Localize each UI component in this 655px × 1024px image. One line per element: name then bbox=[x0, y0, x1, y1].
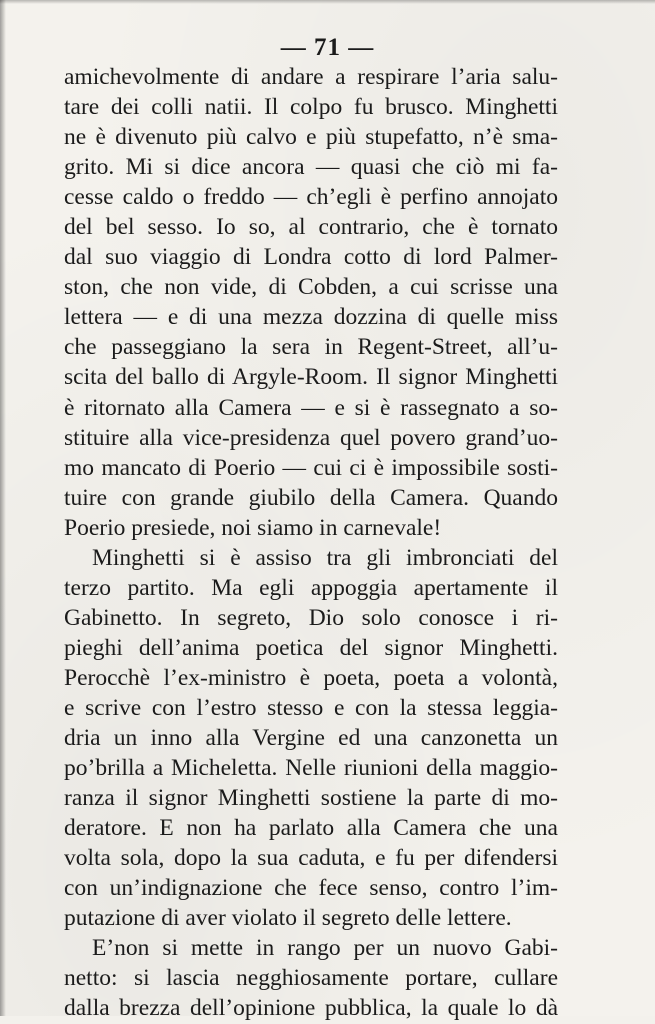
text-line: dalla brezza dell’opinione pubblica, la quale lo dà bbox=[64, 995, 558, 1022]
text-line: cesse caldo o freddo — ch’egli è perfino annojato bbox=[64, 184, 558, 211]
text-line: Gabinetto. In segreto, Dio solo conosce i ri- bbox=[64, 604, 558, 631]
page-number: — 71 — bbox=[280, 34, 375, 61]
text-line: che passeggiano la sera in Regent-Street, all’u- bbox=[64, 334, 558, 361]
text-line: po’brilla a Micheletta. Nelle riunioni della maggio- bbox=[64, 755, 558, 782]
text-line: tare dei colli natii. Il colpo fu brusco. Minghetti bbox=[64, 94, 558, 121]
text-line: ranza il signor Minghetti sostiene la parte di mo- bbox=[64, 785, 558, 812]
text-line: lettera — e di una mezza dozzina di quelle miss bbox=[64, 304, 558, 331]
text-line: Perocchè l’ex-ministro è poeta, poeta a volontà, bbox=[64, 664, 558, 691]
text-line: terzo partito. Ma egli appoggia apertamente il bbox=[64, 574, 558, 601]
text-line: è ritornato alla Camera — e si è rassegnato a so- bbox=[64, 394, 558, 421]
text-line: netto: si lascia negghiosamente portare, cullare bbox=[64, 965, 558, 992]
text-line: amichevolmente di andare a respirare l’aria salu- bbox=[64, 64, 558, 90]
text-line: e scrive con l’estro stesso e con la stessa leggia- bbox=[64, 694, 558, 721]
text-line: con un’indignazione che fece senso, contro l’im- bbox=[64, 875, 558, 902]
text-line: Minghetti si è assiso tra gli imbronciati del bbox=[92, 544, 558, 571]
body-text bbox=[64, 62, 558, 1024]
text-line: mo mancato di Poerio — cui ci è impossibile sosti- bbox=[64, 454, 558, 481]
text-line: deratore. E non ha parlato alla Camera che una bbox=[64, 815, 558, 842]
text-line: volta sola, dopo la sua caduta, e fu per difendersi bbox=[64, 845, 558, 872]
page-edge-shadow bbox=[0, 0, 6, 1016]
text-line: dria un inno alla Vergine ed una canzonetta un bbox=[64, 725, 558, 752]
text-line: putazione di aver violato il segreto delle lettere. bbox=[64, 905, 512, 932]
text-line: del bel sesso. Io so, al contrario, che è tornato bbox=[64, 214, 558, 241]
text-line: pieghi dell’anima poetica del signor Minghetti. bbox=[64, 634, 558, 661]
text-line: ne è divenuto più calvo e più stupefatto, n’è sma- bbox=[64, 124, 558, 151]
text-line: grito. Mi si dice ancora — quasi che ciò mi fa- bbox=[64, 154, 558, 181]
text-line: dal suo viaggio di Londra cotto di lord Palmer- bbox=[64, 244, 558, 271]
page-top-shadow bbox=[0, 0, 655, 4]
text-line: ston, che non vide, di Cobden, a cui scrisse una bbox=[64, 274, 558, 301]
text-line: Poerio presiede, noi siamo in carnevale! bbox=[64, 514, 442, 541]
text-line: stituire alla vice-presidenza quel povero grand’uo- bbox=[64, 424, 558, 451]
text-line: tuire con grande giubilo della Camera. Quando bbox=[64, 484, 558, 511]
text-line: scita del ballo di Argyle-Room. Il signor Minghetti bbox=[64, 364, 558, 391]
text-line: E’non si mette in rango per un nuovo Gabi- bbox=[92, 935, 558, 962]
